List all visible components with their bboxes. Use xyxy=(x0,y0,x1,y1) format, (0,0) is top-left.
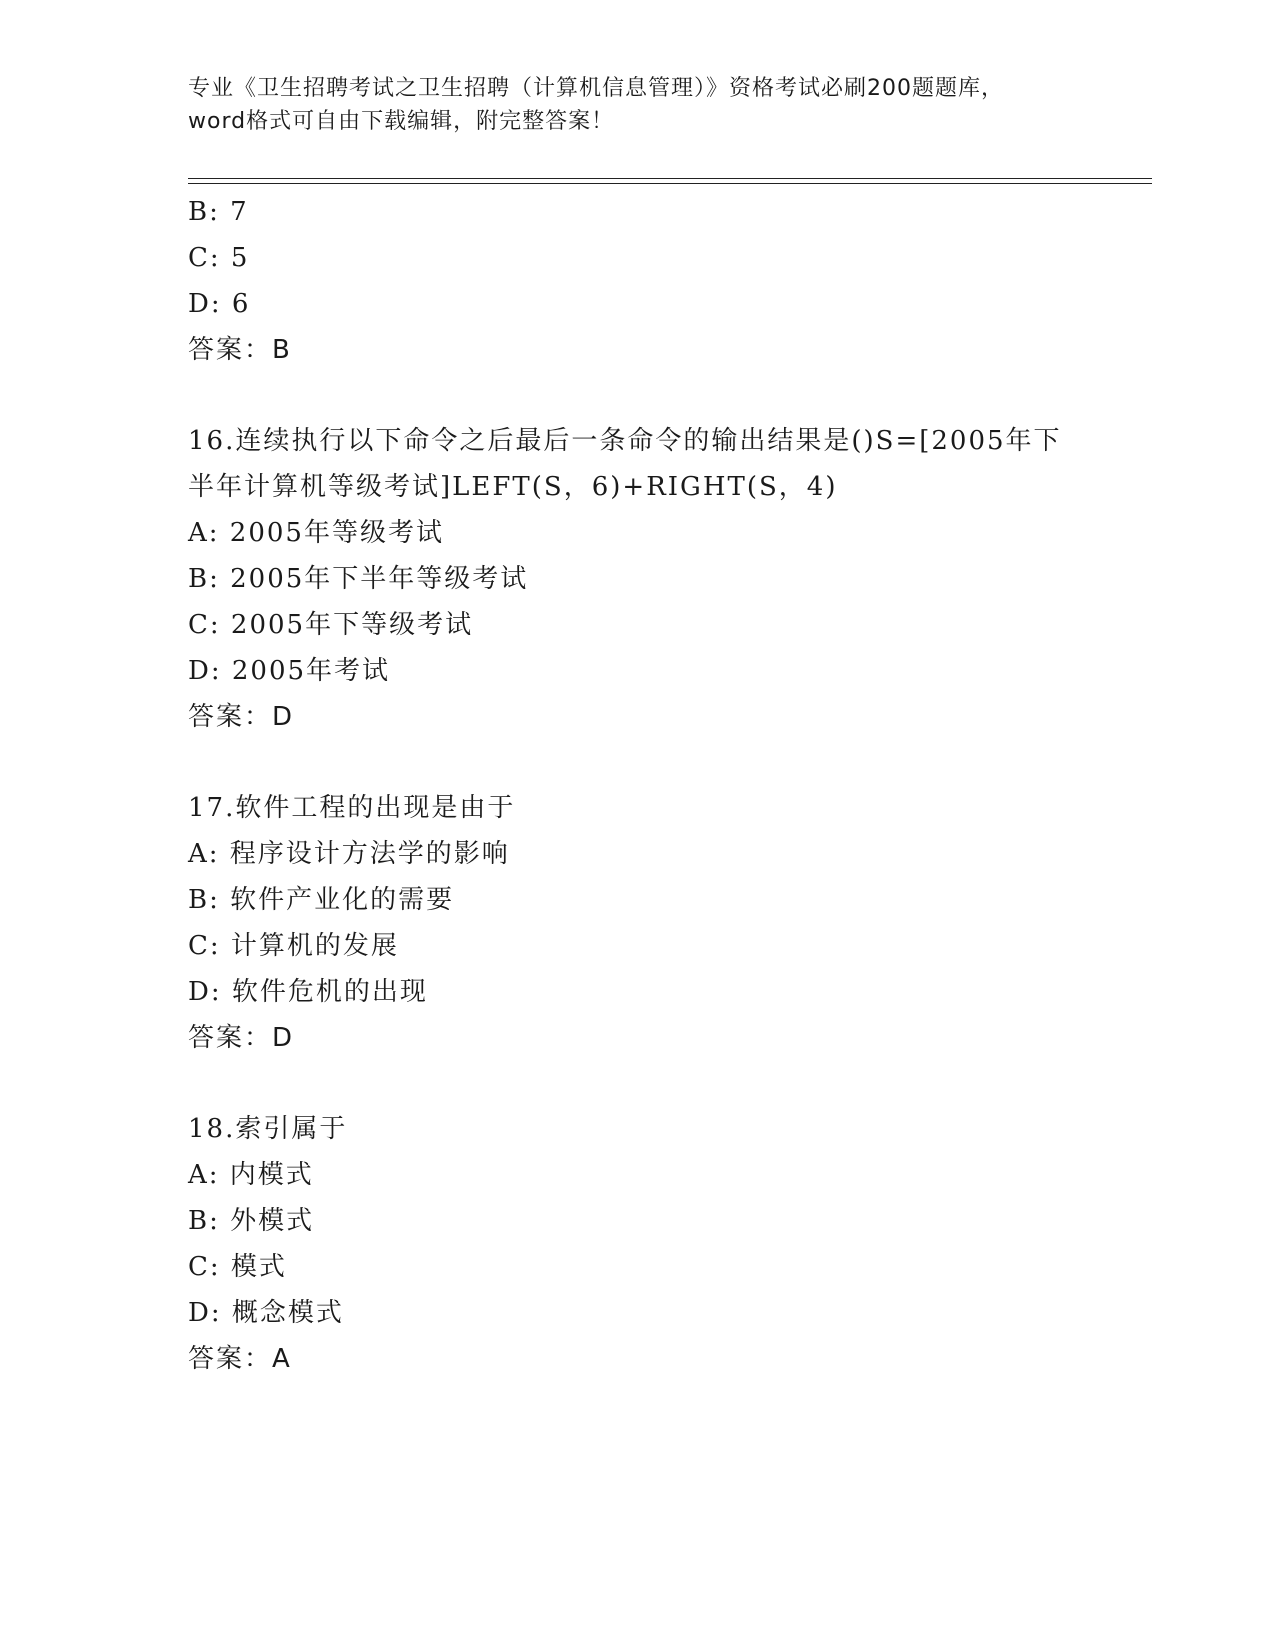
q17-stem: 17.软件工程的出现是由于 xyxy=(188,793,516,823)
question-17-block xyxy=(188,785,1152,1061)
q17-answer: 答案：D xyxy=(188,1023,295,1053)
question-list xyxy=(188,189,1152,1382)
header-title-line-2: word格式可自由下载编辑，附完整答案！ xyxy=(188,109,615,134)
q18-option-b: B: 外模式 xyxy=(188,1206,315,1236)
q15-option-b: B: 7 xyxy=(188,197,249,227)
q18-option-a: A: 内模式 xyxy=(188,1160,314,1190)
q16-option-d: D: 2005年考试 xyxy=(188,656,391,686)
header-title-line-1: 专业《卫生招聘考试之卫生招聘（计算机信息管理）》资格考试必刷200题题库， xyxy=(188,76,1004,101)
q15-option-c: C: 5 xyxy=(188,243,250,273)
q15-answer: 答案：B xyxy=(188,335,292,365)
q16-stem-line-2: 半年计算机等级考试]LEFT(S，6)+RIGHT(S，4) xyxy=(188,472,838,502)
q18-answer: 答案：A xyxy=(188,1344,292,1374)
spacer xyxy=(188,1061,1152,1106)
q17-option-b: B: 软件产业化的需要 xyxy=(188,885,455,915)
q16-option-a: A: 2005年等级考试 xyxy=(188,518,444,548)
spacer xyxy=(188,373,1152,418)
q16-option-c: C: 2005年下等级考试 xyxy=(188,610,474,640)
spacer xyxy=(188,740,1152,785)
q17-option-d: D: 软件危机的出现 xyxy=(188,977,428,1007)
q17-option-a: A: 程序设计方法学的影响 xyxy=(188,839,510,869)
q15-option-d: D: 6 xyxy=(188,289,251,319)
header-divider-top xyxy=(188,178,1152,179)
q18-stem: 18.索引属于 xyxy=(188,1114,348,1144)
header-divider-bottom xyxy=(188,183,1152,184)
document-header xyxy=(188,72,1088,138)
question-15-block xyxy=(188,189,1152,373)
q17-option-c: C: 计算机的发展 xyxy=(188,931,399,961)
question-16-block xyxy=(188,418,1152,740)
q18-option-c: C: 模式 xyxy=(188,1252,287,1282)
q16-answer: 答案：D xyxy=(188,702,295,732)
q16-option-b: B: 2005年下半年等级考试 xyxy=(188,564,529,594)
q18-option-d: D: 概念模式 xyxy=(188,1298,344,1328)
q16-stem-line-1: 16.连续执行以下命令之后最后一条命令的输出结果是()S=[2005年下 xyxy=(188,426,1062,456)
question-18-block xyxy=(188,1106,1152,1382)
